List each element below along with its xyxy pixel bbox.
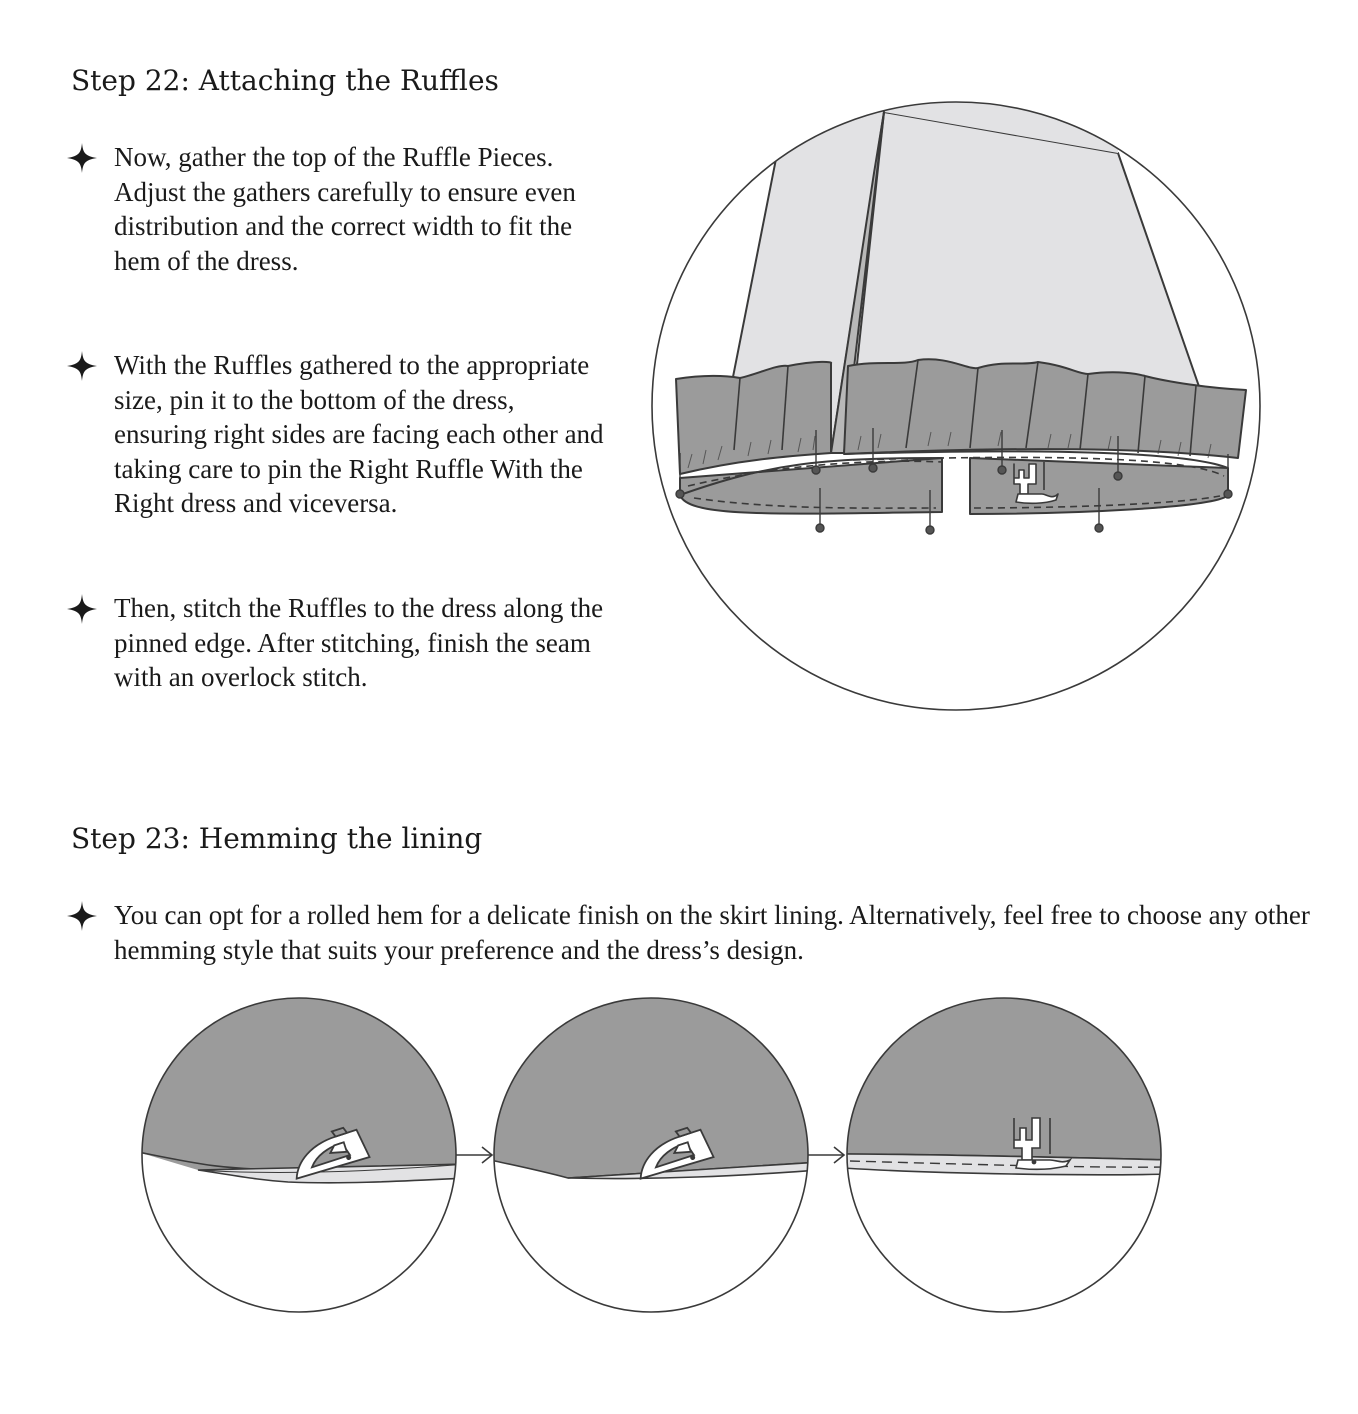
stitch-hem-icon (843, 994, 1168, 1316)
bullet-text: You can opt for a rolled hem for a delicate finish on the skirt lining. Alternatively, feel free to choose any other hemming style that suits your preference and the dress’s design. (114, 900, 1310, 965)
sparkle-bullet-icon (66, 900, 98, 932)
arrow-right-icon (808, 1147, 844, 1163)
step-22-title: Step 22: Attaching the Ruffles (71, 64, 499, 97)
sparkle-bullet-icon (66, 593, 98, 625)
bullet-text: Then, stitch the Ruffles to the dress along the pinned edge. After stitching, finish the seam with an overlock stitch. (114, 593, 604, 693)
hemming-sequence-illustration (138, 994, 1168, 1316)
bullet-text: With the Ruffles gathered to the appropriate size, pin it to the bottom of the dress, ensuring right sides are facing each other and taking care to pin the Right Ruffle With the Right dress and viceversa. (114, 350, 604, 519)
press-second-fold-icon (490, 994, 820, 1316)
arrow-right-icon (456, 1147, 492, 1163)
sparkle-bullet-icon (66, 142, 98, 174)
step-23-title: Step 23: Hemming the lining (71, 822, 483, 855)
ruffle-pinning-illustration (648, 98, 1264, 714)
bullet-text: Now, gather the top of the Ruffle Pieces. Adjust the gathers carefully to ensure even distribution and the correct width to fit the hem of the dress. (114, 142, 576, 276)
press-first-fold-icon (138, 994, 468, 1316)
sparkle-bullet-icon (66, 350, 98, 382)
